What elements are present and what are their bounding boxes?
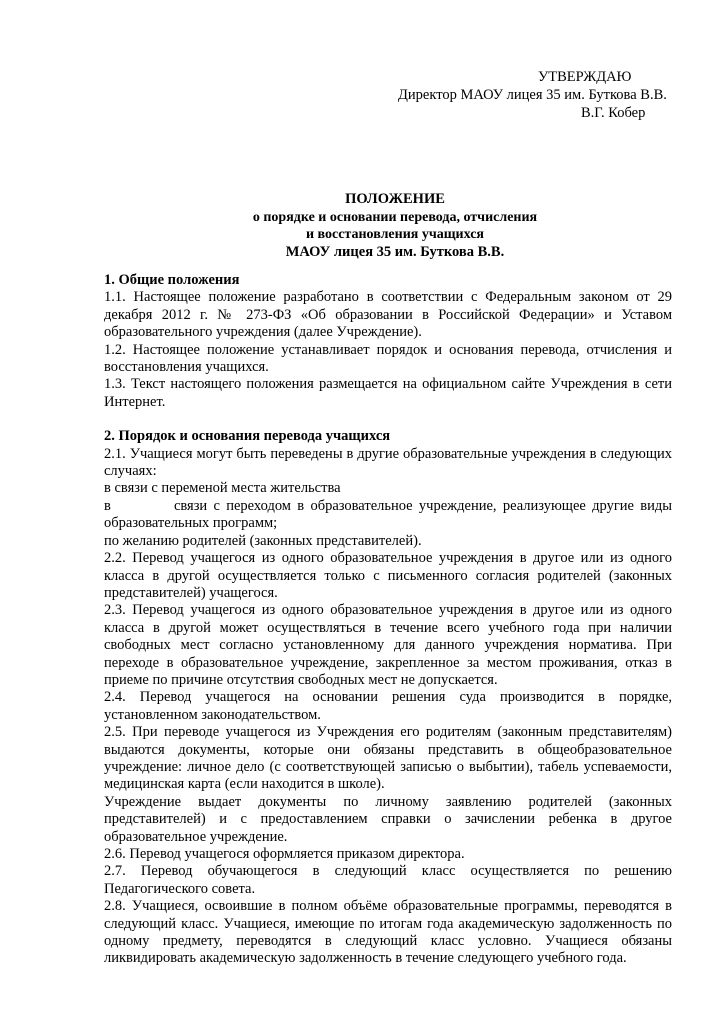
paragraph-2-7: 2.7. Перевод обучающегося в следующий класс осуществляется по решению Педагогического совета. [104, 863, 672, 897]
paragraph-2-4: 2.4. Перевод учащегося на основании решения суда производится в порядке, установленном законодательством. [104, 689, 672, 723]
paragraph-2-5: 2.5. При переводе учащегося из Учреждения его родителям (законным представителям) выдаются документы, которые они обязаны представить в общеобразовательное учреждение: личное дело (с соответствующей записью о выбытии), табель успеваемости, медицинская карта (если находится в школе). [104, 724, 672, 793]
title-line-3: МАОУ лицея 35 им. Буткова В.В. [285, 244, 505, 260]
approval-position: Директор МАОУ лицея 35 им. Буткова В.В. [398, 87, 667, 103]
paragraph-1-2: 1.2. Настоящее положение устанавливает порядок и основания перевода, отчисления и восстановления учащихся. [104, 341, 672, 376]
section-2-heading: 2. Порядок и основания перевода учащихся [104, 428, 391, 445]
paragraph-2-6: 2.6. Перевод учащегося оформляется приказом директора. [104, 846, 465, 862]
paragraph-2-2: 2.2. Перевод учащегося из одного образовательное учреждения в другое или из одного класса в другой осуществляется только с письменного согласия родителей (законных представителей) учащегося. [104, 550, 672, 601]
paragraph-1-3: 1.3. Текст настоящего положения размещается на официальном сайте Учреждения в сети Интернет. [104, 376, 672, 410]
section-gap [104, 411, 672, 428]
paragraph-2-8: 2.8. Учащиеся, освоившие в полном объёме образовательные программы, переводятся в следующий класс. Учащиеся, имеющие по итогам года академическую задолженность по одному предмету, переводятся в следующий класс условно. Учащиеся обязаны ликвидировать академическую задолженность в течение следующего учебного года. [104, 898, 672, 967]
paragraph-1-1: 1.1. Настоящее положение разработано в соответствии с Федеральным законом от 29 декабря 2012 г. № 273-ФЗ «Об образовании в Российской Федерации» и Уставом образовательного учреждения (далее Учреждение). [104, 289, 672, 341]
case-transfer [104, 498, 672, 533]
document-title [100, 190, 690, 262]
title-line-1: о порядке и основании перевода, отчисления [252, 210, 538, 225]
approval-name: В.Г. Кобер [581, 105, 646, 121]
case-parents-wish: по желанию родителей (законных представителей). [104, 532, 422, 549]
paragraph-2-5-b: Учреждение выдает документы по личному заявлению родителей (законных представителей) и с предоставлением справки о зачислении ребенка в другое образовательное учреждение. [104, 793, 672, 845]
case-transfer-text: связи с переходом в образовательное учреждение, реализующее другие виды образовательных программ; [104, 497, 672, 532]
title-line-2: и восстановления учащихся [305, 227, 485, 242]
section-1-heading: 1. Общие положения [104, 272, 240, 288]
paragraph-2-3: 2.3. Перевод учащегося из одного образовательное учреждения в другое или из одного класса в другой может осуществляться в течение всего учебного года при наличии свободных мест согласно установленному для данного учреждения норматива. При переходе в образовательное учреждение, закрепленное за местом проживания, отказ в приеме по причине отсутствия свободных мест не допускается. [104, 602, 672, 688]
title-main: ПОЛОЖЕНИЕ [345, 191, 445, 207]
paragraph-2-1: 2.1. Учащиеся могут быть переведены в другие образовательные учреждения в следующих случаях: [104, 445, 672, 480]
document-body [104, 272, 672, 968]
approval-word: УТВЕРЖДАЮ [538, 69, 632, 85]
case-transfer-prefix: в [104, 497, 111, 514]
case-relocation: в связи с переменой места жительства [104, 480, 341, 497]
